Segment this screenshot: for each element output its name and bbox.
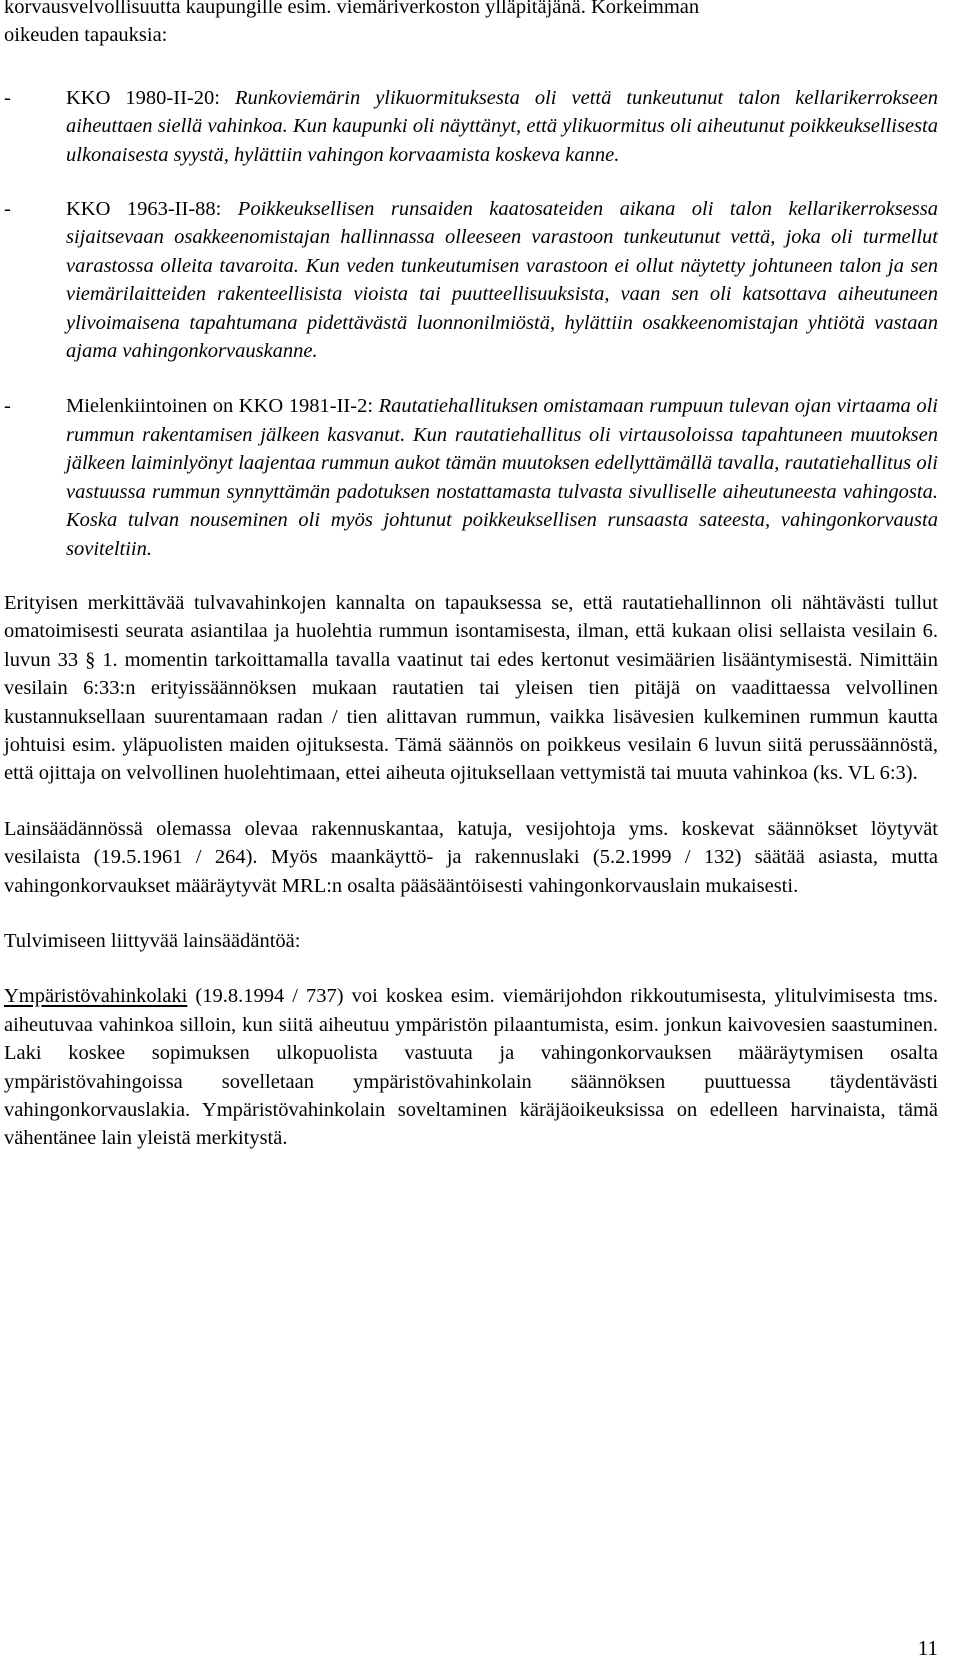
case-lead: KKO 1963-II-88:	[66, 198, 238, 221]
paragraph-environment	[4, 982, 938, 1152]
section-heading: Tulvimiseen liittyvää lainsäädäntöä:	[4, 929, 301, 952]
list-dash: -	[4, 395, 11, 418]
paragraph-special: Erityisen merkittävää tulvavahinkojen kannalta on tapauksessa se, että rautatiehallinnon oli nähtävästi tullut omatoimisesti seurata asiantilaa ja huolehtia rummun isontamisesta, ilman, että kukaan olisi sellaista vesilain 6. luvun 33 § 1. momentin tarkoittamalla tavalla vaatinut tai edes kertonut vesimäärien lisääntymisestä. Nimittäin vesilain 6:33:n erityissäännöksen mukaan rautatien tai yleisen tien pitäjä on vaadittaessa velvollinen kustannuksellaan suurentamaan radan / tien alittavan rummun, vaikka lisävesien kulkeminen rummun kautta johtuisi esim. yläpuolisten maiden ojituksesta. Tämä säännös on poikkeus vesilain 6 luvun siitä perussäännöstä, että ojittaja on velvollinen huolehtimaan, ettei aiheuta ojituksellaan vettymistä tai muuta vahinkoa (ks. VL 6:3).	[4, 591, 938, 785]
case-lead: KKO 1980-II-20:	[66, 86, 235, 109]
list-dash: -	[4, 86, 11, 109]
law-name-link: Ympäristövahinkolaki	[4, 985, 188, 1008]
intro-line-1: korvausvelvollisuutta kaupungille esim. viemäriverkoston ylläpitäjänä. Korkeimman	[4, 0, 700, 18]
case-summary: Poikkeuksellisen runsaiden kaatosateiden aikana oli talon kellarikerroksessa sijaitsevaan osakkeenomistajan hallinnassa olleeseen varastoon tunkeutunut vettä, joka oli turmellut varastossa olleita tavaroita. Kun veden tunkeutumisen varastoon ei ollut näytetty johtuneen talon ja sen viemärilaitteiden rakenteellisista vioista tai puutteellisuuksista, vaan sen oli katsottava aiheutuneen ylivoimaisena tapahtumana pidettävästä luonnonilmiöstä, hylättiin osakkeenomistajan yhtiötä vastaan ajama vahingonkorvauskanne.	[66, 198, 938, 363]
case-summary: Runkoviemärin ylikuormituksesta oli vettä tunkeutunut talon kellarikerrokseen aiheuttaen siellä vahinkoa. Kun kaupunki oli näyttänyt, että ylikuormitus oli aiheutunut poikkeuksellisesta ulkonaisesta syystä, hylättiin vahingon korvaamista koskeva kanne.	[66, 86, 938, 166]
environment-text: (19.8.1994 / 737) voi koskea esim. viemärijohdon rikkoutumisesta, ylitulvimisesta tms. aiheutuvaa vahinkoa silloin, kun siitä aiheutuu ympäristön pilaantumista, esim. jonkun kaivovesien saastuminen. Laki koskee sopimuksen ulkopuolista vastuuta ja vahingonkorvauksen määräytymisen osalta ympäristövahingoissa sovelletaan ympäristövahinkolain säännöksen puuttuessa täydentävästi vahingonkorvauslakia. Ympäristövahinkolain soveltaminen käräjäoikeuksissa on edelleen harvinaista, tämä vähentänee lain yleistä merkitystä.	[4, 985, 938, 1150]
page-number: 11	[917, 1636, 938, 1660]
paragraph-legislation: Lainsäädännössä olemassa olevaa rakennuskantaa, katuja, vesijohtoja yms. koskevat säännökset löytyvät vesilaista (19.5.1961 / 264). Myös maankäyttö- ja rakennuslaki (5.2.1999 / 132) säätää asiasta, mutta vahingonkorvaukset määräytyvät MRL:n osalta pääsääntöisesti vahingonkorvauslain mukaisesti.	[4, 817, 938, 897]
case-summary: Rautatiehallituksen omistamaan rumpuun tulevan ojan virtaama oli rummun rakentamisen jälkeen kasvanut. Kun rautatiehallitus oli virtausoloissa tapahtuneen muutoksen jälkeen laiminlyönyt laajentaa rummun aukot tämän muutoksen edellyttämällä tavalla, rautatiehallitus oli vastuussa rummun synnyttämän padotuksen nostattamasta tulvasta sivulliselle aiheutuneesta vahingosta. Koska tulvan nouseminen oli myös johtunut poikkeuksellisen runsaasta sateesta, vahingonkorvausta soviteltiin.	[66, 395, 939, 560]
document-page	[4, 0, 938, 1153]
case-lead: Mielenkiintoinen on KKO 1981-II-2:	[66, 395, 379, 418]
intro-line-2: oikeuden tapauksia:	[4, 24, 168, 47]
intro-paragraph	[4, 0, 938, 50]
case-kko-1963	[4, 195, 938, 365]
case-kko-1980	[4, 84, 938, 169]
case-kko-1981	[4, 392, 938, 562]
list-dash: -	[4, 198, 11, 221]
